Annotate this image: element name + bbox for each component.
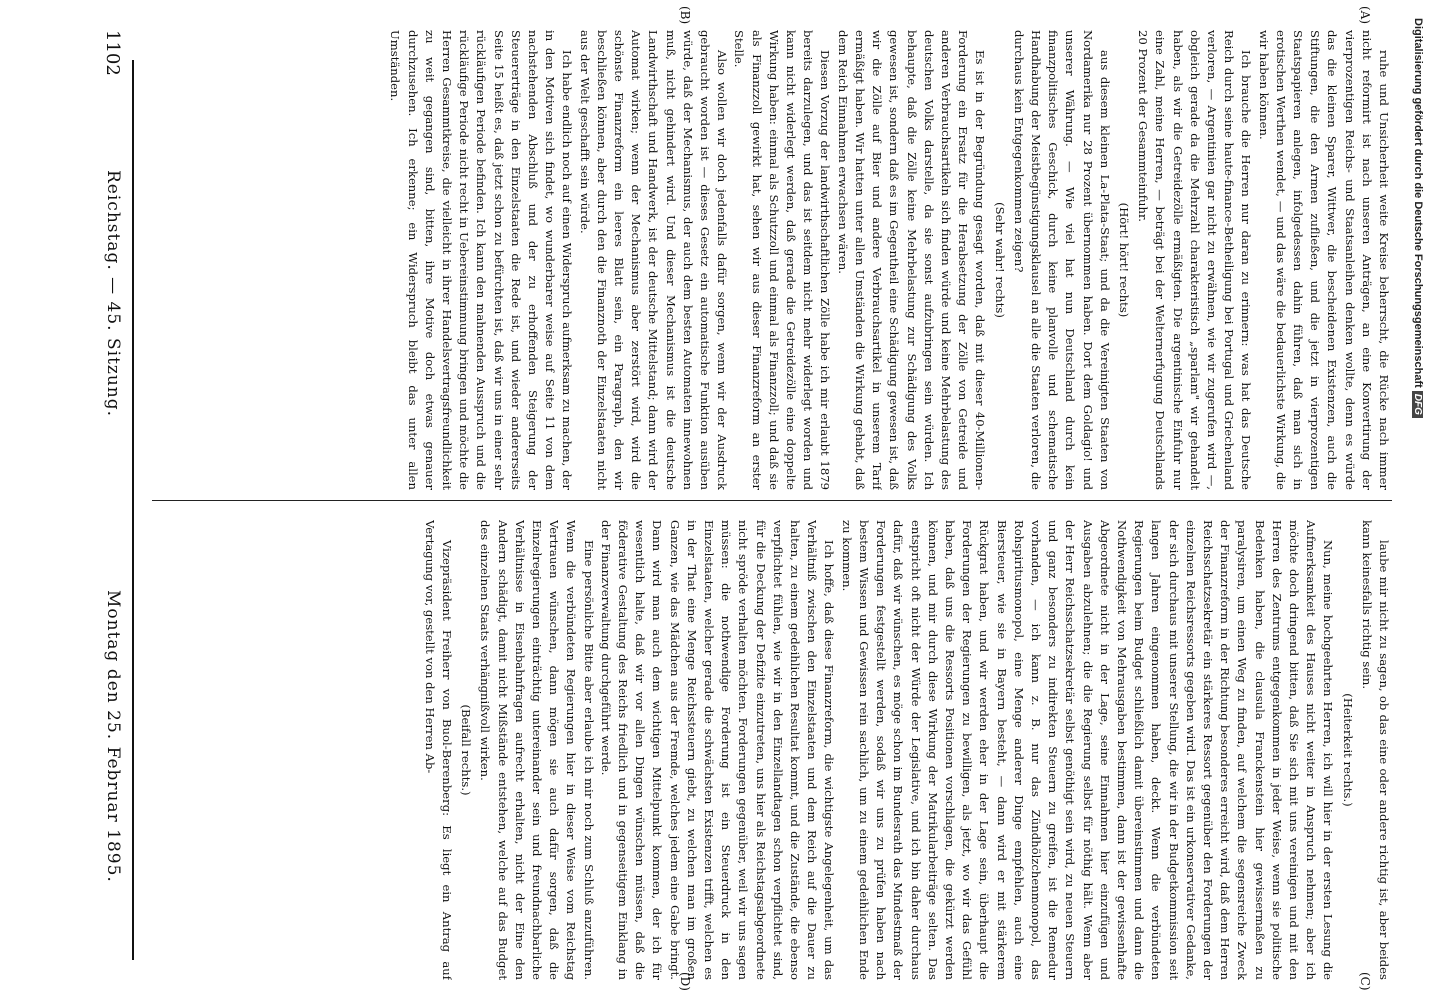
right-paragraph: Nun, meine hochgeehrten Herren, ich will hier in der ersten Lesung die Aufmerksamkeit des Hauses nicht weiter in Anspruch nehmen; aber ich möchte doch dringend bitten, daß Sie sich mit uns vereinigen und mit den Herren des Zentrums entgegenkommen in jeder Weise, wenn sie politische Bedenken haben, die clausula Franckenstein hier gewissermaßen zu paralysiren, um einen Weg zu finden, auf welchem die segensreiche Zweck der Finanzreform in der Richtung besonderes erreicht wird, daß dem Herren Reichsschatzsekretär ein stärkeres Ressort gegenüber den Forderungen der einzelnen Reichsressorts gegeben wird. Das ist ein urkonservativer Gedanke, der sich durchaus mit unserer Stellung, die wir in der Budgetkommission seit langen Jahren eingenommen haben, deckt. Wenn die verbündeten Regierungen beim Budget schließlich damit übereinstimmen und dann die Nothwendigkeit von Mehrausgaben bestimmen, dann ist der gewissenhafte Abgeordnete nicht in der Lage, seine Einnahmen hier einzufügen und Ausgaben abzulehnen; die die Regierung selbst für nöthig hält. Wenn aber der Herr Reichsschatzsekretär selbst genöthigt sein wird, zu neuen Steuern und ganz besonders zu indirekten Steuern zu greifen, ist die Remedur vorhanden, — ich kann z. B. nur das Zündhölzchenmonopol, das Rohspiritusmonopol, eine Menge anderer Dinge empfehlen, auch eine Biersteuer, wie sie in Bayern besteht, — dann wird er mit stärkerem Rückgrat haben, und wir werden eher in der Lage sein, überhaupt die Forderungen der Regierungen zu bewilligen, als jetzt, wo wir das Gefühl haben, daß uns die Ressorts Positionen vorschlagen, die gekürzt werden können, und mir durch diese Wirkung der Matrikularbeiträge selten. Das entspricht oft nicht der Würde der Legislative, und ich bin daher durchaus dafür, daß wir wünschen, es möge schon im Bundesrath das Mindestmaß der Forderungen festgestellt werden, sodaß wir uns zu prüfen haben nach bestem Wissen und Gewissen rein sachlich, um zu einem gedeihlichen Ende zu kommen. bbox=[839, 520, 1336, 980]
header-left-title: Reichstag. — 45. Sitzung. bbox=[103, 170, 123, 418]
left-paragraph: Also wollen wir doch jedenfalls dafür sorgen, wenn wir der Ausdruck gebraucht worden ist — dieses Gesetz ein automatische Funktion ausüben würde, daß der Mechanismus, der auch dem besten Automaten innewohnen muß, nicht gehindert wird. Und dieser Mechanismus ist die deutsche Landwirthschaft und Handwerk, ist der deutsche Mittelstand; dann wird der Automat wirken; wenn der Mechanismus aber zerstört wird, wird die schönste Finanzreform ein leeres Blatt sein, ein Paragraph, den wir beschließen können, aber durch den die Finanznoth der Einzelstaaten nicht aus der Welt geschafft sein würde. bbox=[577, 30, 730, 490]
margin-mark-a: (A) bbox=[1358, 6, 1372, 25]
left-paragraph: (Sehr wahr! rechts) bbox=[992, 202, 1007, 318]
right-paragraph: Ich hoffe, daß diese Finanzreform, die wichtigste Angelegenheit, um das Verhältniß zwischen den Einzelstaaten und dem Reich auf die Dauer zu halten, zu einem gedeihlichen Resultat kommt, und die Zustände, die ebenso verpflichtet fühlen, wie wir in den Einzellandtagen schon verpflichtet sind, für die Deckung der Defizite einzutreten, uns hier als Reichstagsabgeordnete nicht spröde verhalten möchten. Forderungen gegenüber, weil wir uns sagen müssen: die nothwendige Forderung ist ein Steuerdruck in den Einzelstaaten, welcher gerade die schwächsten Existenzen trifft, welchen es in der That eine Menge Reichssteuern giebt, zu welchen man im großen Ganzen, wie das Mädchen aus der Fremde, welches jedem eine Gabe bringt. Dann wird man auch dem wichtigen Mittelpunkt kommen, der ich für wesentlich halte, daß wir vor allen Dingen wünschen müssen, daß die föderative Gestaltung des Reichs friedlich und in gegenseitigem Einklang in der Finanzverwaltung durchgeführt werde. bbox=[598, 520, 837, 980]
right-paragraph: (Beifall rechts.) bbox=[459, 704, 474, 796]
left-paragraph: ruhe und Unsicherheit weite Kreise beherrscht, die Rücke nach immer nicht reformirt ist nach unseren Anträgen, an eine Konvertirung der vierprozentigen Reichs- und Staatsanleihen denken wollte, denn es würde das die kleinen Sparer, Wittwer, die bescheidenen Existenzen, auch die Stiftungen, die den Armen zufließen, und die jetzt in vierprozentigen Staatspapieren anlegen, infolgedessen dahin führen, daß man sich in erotischen Werthen wendet, — und das wäre die bedauerlichste Wirkung, die wir haben können. bbox=[1256, 30, 1391, 490]
right-paragraph: Vizepräsident Freiherr von Buol-Berenberg: Es liegt ein Antrag auf Vertagung vor, gestellt von den Herren Ab- bbox=[422, 520, 455, 980]
left-paragraph: aus diesem kleinen La-Plata-Staat; und da die Vereinigten Staaten von Nordamerika nur 28 Prozent übernommen haben. Dort dem Goldagio! und unserer Währung. — Wie viel hat nun Deutschland durch kein finanzpolitisches Geschick, durch keine planvolle und schematische Handhabung der Meistbegünstigungsklausel an alle die Staaten verloren, die durchaus kein Entgegenkommen zeigen? bbox=[1011, 30, 1112, 490]
running-head bbox=[98, 30, 128, 960]
left-paragraph: Ich habe endlich noch auf einen Widerspruch aufmerksam zu machen, der in den Motiven sich findet, wo wunderbarer weise auf Seite 11 von dem nachstehenden Abschluß und der zu erhoffenden Steigerung der Steuererträge in den Einzelstaaten die Rede ist, und wieder andererseits Seite 15 heißt es, daß jetzt schon zu befürchten ist, daß wir uns in einer sehr rückläufigen Periode befinden. Ich kann den mahnenden Ausspruch und die rückläufige Periode nicht recht in Uebereinstimmung bringen und möchte die Herren Gesammtkreise, die vielleicht in ihrer Handelsvertragsfreundlichkeit zu weit gegangen sind, bitten, ihre Motive doch etwas genauer durchzusehen. Ich erkenne; ein Widerspruch bleibt das unter allen Umständen. bbox=[388, 30, 575, 490]
header-rule bbox=[133, 60, 135, 960]
right-paragraph: Eine persönliche Bitte aber erlaube ich mir noch zum Schluß anzuführen. Wenn die verbündeten Regierungen hier in dieser Weise vom Reichstag Vertrauen wünschen, dann mögen sie auch dafür sorgen, daß die Einzelregierungen einträchtig untereinander sein und freundnachbarliche Verhältnisse in Eisenbahnfragen aufrecht erhalten, nicht der Eine den Andern schädigt, damit nicht Mißstände entstehen, welche auf das Budget des einzelnen Staats verhängnißvoll wirken. bbox=[478, 520, 596, 980]
margin-mark-c: (C) bbox=[1358, 972, 1372, 991]
credit-text: Digitalisierung gefördert durch die Deutsche Forschungsgemeinschaft bbox=[1412, 18, 1424, 388]
right-paragraph: (Heiterkeit rechts.) bbox=[1340, 693, 1355, 807]
left-paragraph: Es ist in der Begründung gesagt worden, daß mit dieser 40-Millionen-Forderung ein Ersatz für die Herabsetzung der Zölle von Getreide und anderen Verbrauchsartikeln sich finden würde und keine Mehrbelastung des deutschen Volks darstelle, da sie sonst aufzubringen sein würden. Ich behaupte, daß die Zölle keine Mehrbelastung zur Schädigung des Volks gewesen ist, sondern daß es im Gegentheil eine Schädigung gewesen ist, daß wir die Zölle auf Bier und andere Verbrauchsartikel in unserem Tarif ermäßigt haben. Wir hatten unter allen Umständen die Wirkung gehabt, daß dem Reich Einnahmen erwachsen wären. bbox=[835, 30, 988, 490]
left-text-column bbox=[152, 30, 1392, 490]
digitization-credit bbox=[1402, 18, 1426, 978]
right-text-column bbox=[152, 520, 1392, 980]
column-divider bbox=[152, 500, 1392, 501]
margin-mark-d: (D) bbox=[678, 972, 692, 991]
page-number: 1102 bbox=[102, 30, 124, 76]
left-paragraph: (Hört! hört! rechts) bbox=[1116, 202, 1131, 318]
header-right-title: Montag den 25. Februar 1895. bbox=[103, 590, 123, 883]
left-paragraph: Diesen Vorzug der landwirthschaftlichen Zölle habe ich mir erlaubt 1879 bereits darzulegen, und das ist seitdem nicht mehr widerlegt worden und kann nicht widerlegt werden, daß gerade die Getreidezölle eine doppelte Wirkung haben: einmal als Schutzzoll und einmal als Finanzzoll; und daß sie als Finanzzoll gewirkt hat, sehen wir aus dieser Finanzreform an erster Stelle. bbox=[732, 30, 833, 490]
left-paragraph: Ich brauche die Herren nur daran zu erinnern: was hat das Deutsche Reich durch seine haute-finance-Betheiligung bei Portugal und Griechenland verloren, — Argentinien gar nicht zu erwähnen, wie wir zugerufen wird —, obgleich gerade da die Mehrzahl charakteristisch „sparlam" wir gehandelt haben, als wir die Getreidezölle ermäßigten. Die argentinische Einfuhr nur eine Zahl, meine Herren, — beträgt bei der Welternerfugung Deutschlands 20 Prozent der Gesammteinfuhr. bbox=[1136, 30, 1254, 490]
dfg-badge: DFG bbox=[1412, 391, 1423, 418]
right-paragraph: laube mir nicht zu sagen, ob das eine oder andere richtig ist, aber beides kann keinesfalls richtig sein. bbox=[1359, 520, 1391, 980]
margin-mark-b: (B) bbox=[678, 6, 692, 25]
